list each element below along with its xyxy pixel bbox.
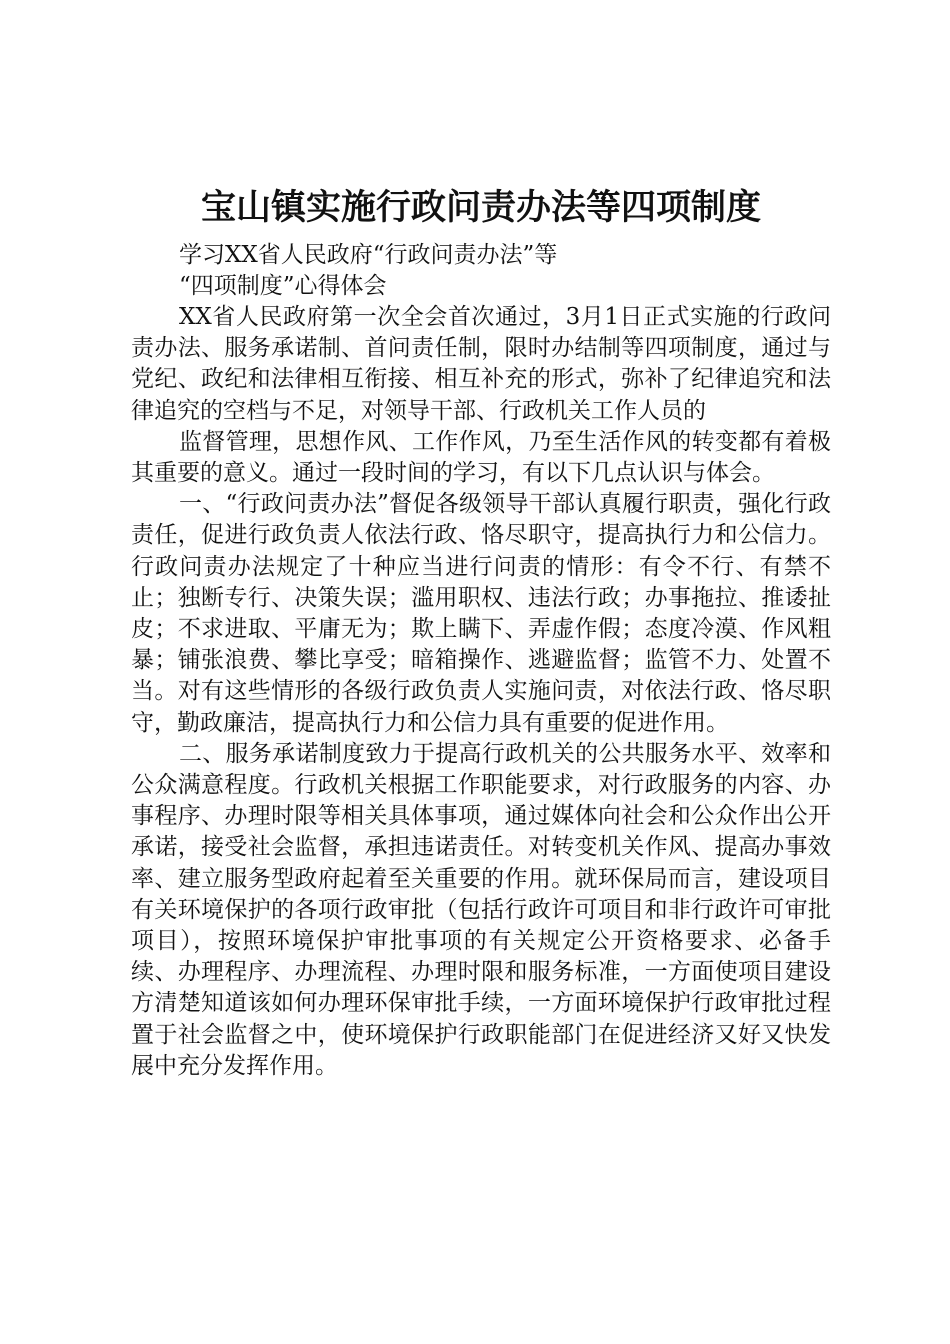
- document-page: [131, 186, 831, 1082]
- paragraph-section-1: 一、“行政问责办法”督促各级领导干部认真履行职责，强化行政责任，促进行政负责人依法行政、恪尽职守，提高执行力和公信力。行政问责办法规定了十种应当进行问责的情形：有令不行、有禁不止；独断专行、决策失误；滥用职权、违法行政；办事拖拉、推诿扯皮；不求进取、平庸无为；欺上瞒下、弄虚作假；态度冷漠、作风粗暴；铺张浪费、攀比享受；暗箱操作、逃避监督；监管不力、处置不当。对有这些情形的各级行政负责人实施问责，对依法行政、恪尽职守，勤政廉洁，提高执行力和公信力具有重要的促进作用。: [131, 491, 831, 736]
- paragraph-intro: XX省人民政府第一次全会首次通过，3月1日正式实施的行政问责办法、服务承诺制、首问责任制，限时办结制等四项制度，通过与党纪、政纪和法律相互衔接、相互补充的形式，弥补了纪律追究和法律追究的空档与不足，对领导干部、行政机关工作人员的: [131, 304, 831, 424]
- document-body: [131, 302, 831, 1082]
- document-subtitle: [131, 240, 831, 302]
- paragraph-supervision: 监督管理，思想作风、工作作风，乃至生活作风的转变都有着极其重要的意义。通过一段时间的学习，有以下几点认识与体会。: [131, 428, 831, 487]
- paragraph-section-2: 二、服务承诺制度致力于提高行政机关的公共服务水平、效率和公众满意程度。行政机关根据工作职能要求，对行政服务的内容、办事程序、办理时限等相关具体事项，通过媒体向社会和公众作出公开承诺，接受社会监督，承担违诺责任。对转变机关作风、提高办事效率、建立服务型政府起着至关重要的作用。就环保局而言，建设项目有关环境保护的各项行政审批（包括行政许可项目和非行政许可审批项目），按照环境保护审批事项的有关规定公开资格要求、必备手续、办理程序、办理流程、办理时限和服务标准，一方面使项目建设方清楚知道该如何办理环保审批手续，一方面环境保护行政审批过程置于社会监督之中，使环境保护行政职能部门在促进经济又好又快发展中充分发挥作用。: [131, 740, 831, 1079]
- document-title: 宝山镇实施行政问责办法等四项制度: [200, 187, 761, 228]
- subtitle-line-2: “四项制度”心得体会: [179, 273, 387, 299]
- subtitle-line-1: 学习XX省人民政府“行政问责办法”等: [179, 242, 558, 268]
